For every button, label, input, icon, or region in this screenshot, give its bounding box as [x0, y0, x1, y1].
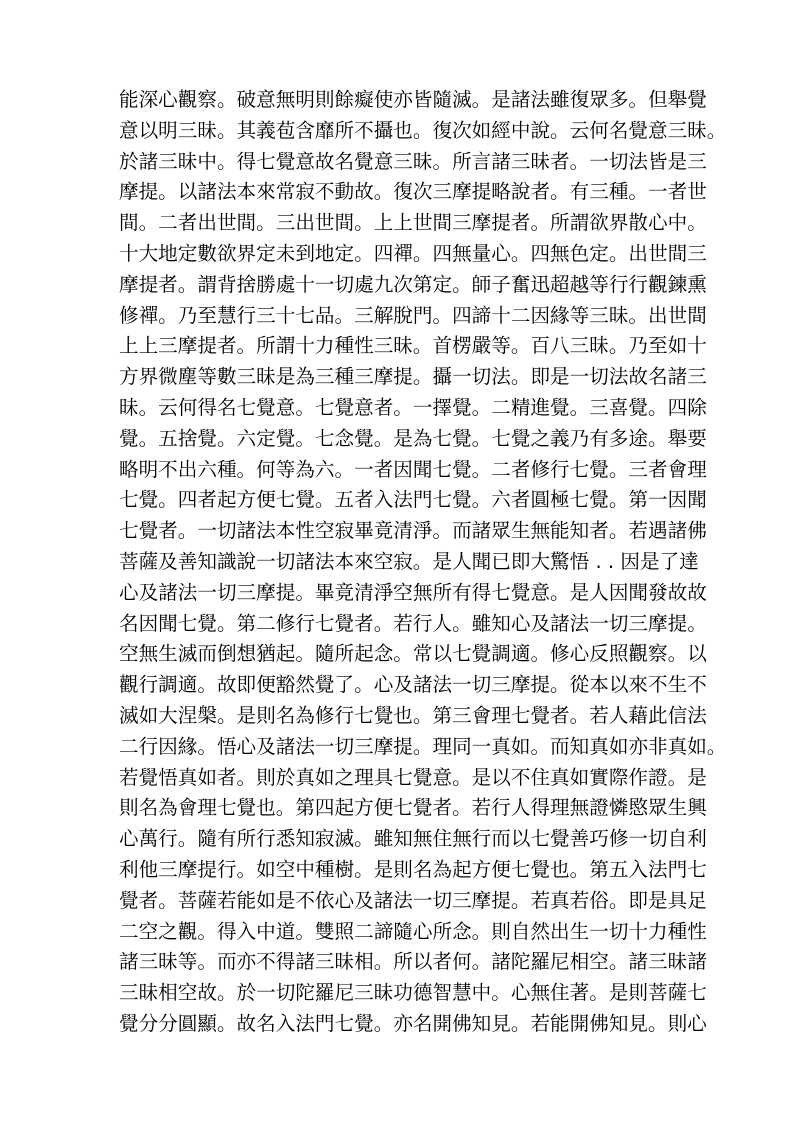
text-line: 七覺。四者起方便七覺。五者入法門七覺。六者圓極七覺。第一因聞: [119, 488, 707, 512]
text-line: 覺。五捨覺。六定覺。七念覺。是為七覺。七覺之義乃有多途。舉要: [119, 426, 707, 450]
text-line: 名因聞七覺。第二修行七覺者。若行人。雖知心及諸法一切三摩提。: [119, 611, 707, 635]
text-line: 空無生滅而倒想猶起。隨所起念。常以七覺調適。修心反照觀察。以: [119, 642, 707, 666]
text-line: 七覺者。一切諸法本性空寂畢竟清淨。而諸眾生無能知者。若遇諸佛: [119, 519, 707, 543]
text-line: 修禪。乃至慧行三十七品。三解脫門。四諦十二因緣等三昧。出世間: [119, 303, 707, 327]
text-line: 摩提。以諸法本來常寂不動故。復次三摩提略說者。有三種。一者世: [119, 180, 707, 204]
body-text: [119, 85, 727, 1040]
text-line: 意以明三昧。其義苞含靡所不攝也。復次如經中說。云何名覺意三昧。: [119, 118, 727, 142]
text-line: 十大地定數欲界定未到地定。四禪。四無量心。四無色定。出世間三: [119, 241, 707, 265]
text-line: 三昧相空故。於一切陀羅尼三昧功德智慧中。心無住著。是則菩薩七: [119, 981, 707, 1005]
text-line: 摩提者。謂背捨勝處十一切處九次第定。師子奮迅超越等行行觀鍊熏: [119, 272, 707, 296]
text-line: 間。二者出世間。三出世間。上上世間三摩提者。所謂欲界散心中。: [119, 211, 707, 235]
text-line: 諸三昧等。而亦不得諸三昧相。所以者何。諸陀羅尼相空。諸三昧諸: [119, 950, 707, 974]
text-line: 菩薩及善知識說一切諸法本來空寂。是人聞已即大驚悟 . . 因是了達: [119, 549, 699, 573]
text-line: 昧。云何得名七覺意。七覺意者。一擇覺。二精進覺。三喜覺。四除: [119, 395, 707, 419]
text-line: 覺分分圓顯。故名入法門七覺。亦名開佛知見。若能開佛知見。則心: [119, 1011, 707, 1035]
text-line: 若覺悟真如者。則於真如之理具七覺意。是以不住真如實際作證。是: [119, 765, 707, 789]
text-line: 覺者。菩薩若能如是不依心及諸法一切三摩提。若真若俗。即是具足: [119, 888, 707, 912]
text-line: 二行因緣。悟心及諸法一切三摩提。理同一真如。而知真如亦非真如。: [119, 734, 727, 758]
text-line: 於諸三昧中。得七覺意故名覺意三昧。所言諸三昧者。一切法皆是三: [119, 149, 707, 173]
text-line: 方界微塵等數三昧是為三種三摩提。攝一切法。即是一切法故名諸三: [119, 365, 707, 389]
text-line: 二空之觀。得入中道。雙照二諦隨心所念。則自然出生一切十力種性: [119, 919, 707, 943]
text-line: 略明不出六種。何等為六。一者因聞七覺。二者修行七覺。三者會理: [119, 457, 707, 481]
text-line: 心及諸法一切三摩提。畢竟清淨空無所有得七覺意。是人因聞發故故: [119, 580, 707, 604]
text-line: 心萬行。隨有所行悉知寂滅。雖知無住無行而以七覺善巧修一切自利: [119, 827, 707, 851]
text-line: 觀行調適。故即便豁然覺了。心及諸法一切三摩提。從本以來不生不: [119, 673, 707, 697]
text-line: 上上三摩提者。所謂十力種性三昧。首楞嚴等。百八三昧。乃至如十: [119, 334, 707, 358]
text-line: 能深心觀察。破意無明則餘癡使亦皆隨滅。是諸法雖復眾多。但舉覺: [119, 88, 707, 111]
text-line: 則名為會理七覺也。第四起方便七覺者。若行人得理無證憐愍眾生興: [119, 796, 707, 820]
text-line: 滅如大涅槃。是則名為修行七覺也。第三會理七覺者。若人藉此信法: [119, 703, 707, 727]
text-line: 利他三摩提行。如空中種樹。是則名為起方便七覺也。第五入法門七: [119, 857, 707, 881]
